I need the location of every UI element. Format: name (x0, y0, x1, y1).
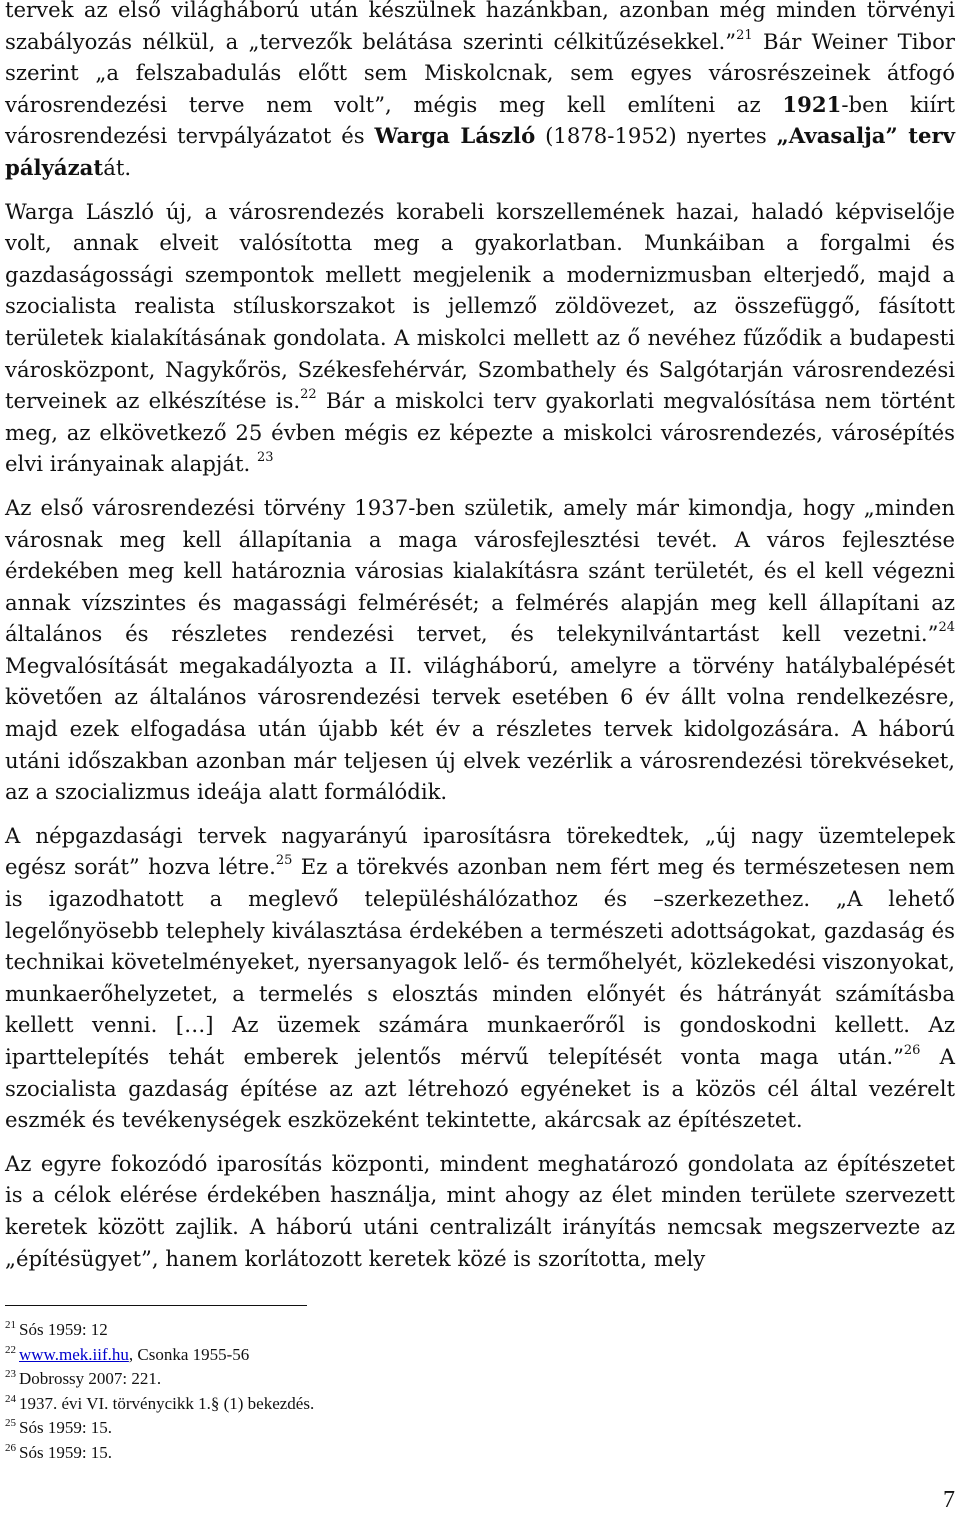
text-run: tervek az első világháború után készülnek hazánkban, azonban még minden törvényi szabályozás nélkül, a „tervezők belátása szerinti célkitűzésekkel.” (5, 0, 955, 54)
footnote-text: Dobrossy 2007: 221. (19, 1369, 162, 1388)
footnote-ref-26[interactable]: 26 (903, 1043, 921, 1058)
footnote-22 (5, 1343, 605, 1368)
footnote-21 (5, 1318, 605, 1343)
paragraph-1 (5, 0, 955, 184)
footnote-text: Sós 1959: 12 (19, 1320, 108, 1339)
paragraph-4 (5, 820, 955, 1136)
text-run: (1878-1952) nyertes (535, 123, 777, 149)
text-run: Ez a törekvés azonban nem fért meg és természetesen nem is igazodhatott a meglevő településhálózathoz és –szerkezethez. „A lehető legelőnyösebb telephely kiválasztása érdekében a természeti adottságokat, gazdaság és technikai követelményeket, nyersanyagok lelő- és termőhelyét, közlekedési viszonyokat, munkaerőhelyzetet, a termelés s elosztás minden előnyét és hátrányát számításba kellett venni. […] Az üzemek számára munkaerőről is gondoskodni kellett. Az iparttelepítés tehát emberek jelentős mérvű telepítését vonta maga után.” (5, 854, 956, 1069)
text-run: Bár Weiner Tibor szerint „a felszabadulás előtt sem Miskolcnak, sem egyes városrészeinek átfogó városrendezési terve nem volt”, mégis meg kell említeni az (5, 28, 955, 117)
text-run: Az első városrendezési törvény 1937-ben születik, amely már kimondja, hogy „minden városnak meg kell állapítania a maga városfejlesztési tevét. A város fejlesztése érdekében meg kell határoznia városias kialakításra szánt területét, és el kell végezni annak vízszintes és magassági felmérését; a felmérés alapján meg kell állapítani az általános és részletes rendezési tervet, és telekynilvántartást kell vezetni.” (5, 494, 955, 647)
text-run: át. (103, 154, 132, 180)
text-run: Bár a miskolci terv gyakorlati megvalósítása nem történt meg, az elkövetkező 25 évben mégis ez képezte a miskolci városrendezés, városépítés elvi irányainak alapját. (5, 388, 955, 477)
text-run: Megvalósítását megakadályozta a II. világháború, amelyre a törvény hatálybalépését követően az általános városrendezési tervek esetében 6 év állt volna rendelkezésre, majd ezek elfogadása után újabb két év a részletes tervek kidolgozására. A háború utáni időszakban azonban már teljesen új elvek vezérlik a városrendezési törekvéseket, az a szocializmus ideája alatt formálódik. (5, 652, 955, 805)
footnote-ref-22[interactable]: 22 (300, 387, 317, 403)
bold-plan-title: „Avasalja” terv pályázat (5, 123, 955, 180)
footnote-23 (5, 1367, 605, 1392)
text-run: A népgazdasági tervek nagyarányú iparosításra törekedtek, „új nagy üzemtelepek egész sorát” hozva létre. (5, 822, 955, 880)
footnotes (5, 1318, 605, 1465)
footnote-text: Sós 1959: 15. (19, 1442, 113, 1462)
text-run: A szocialista gazdaság építése az azt létrehozó egyéneket is a közös cél által vezérelt eszmék és tevékenységek eszközeként tekintette, akárcsak az építészetet. (5, 1044, 955, 1133)
text-run: Warga László új, a városrendezés korabeli korszellemének hazai, haladó képviselője volt, annak elveit valósította meg a gyakorlatban. Munkáiban a forgalmi és gazdaságossági szempontok mellett megjelenik a modernizmusban elterjedő, majd a szocialista realista stíluskorszakot is jellemző zöldövezet, az összefüggő, fásított területek kialakításának gondolata. A miskolci mellett az ő nevéhez fűződik a budapesti városközpont, Nagykőrös, Székesfehérvár, Szombathely és Salgótarján városrendezési terveinek az elkészítése is. (5, 198, 955, 414)
footnote-link[interactable]: www.mek.iif.hu (19, 1344, 129, 1364)
footnote-25 (5, 1416, 605, 1441)
document-body (5, 0, 955, 1286)
footnote-ref-23[interactable]: 23 (257, 450, 274, 466)
footnote-number: 25 (5, 1417, 16, 1430)
text-run: Az egyre fokozódó iparosítás központi, mindent meghatározó gondolata az építészetet is a célok elérése érdekében használja, mint ahogy az élet minden területe szervezett keretek között zajlik. A háború utáni centralizált irányítás nemcsak megszervezte az „építésügyet”, hanem korlátozott keretek közé is szorította, mely (5, 1150, 955, 1271)
bold-name: Warga László (374, 123, 536, 149)
footnote-ref-24[interactable]: 24 (938, 620, 955, 636)
footnote-ref-25[interactable]: 25 (275, 853, 293, 869)
paragraph-2 (5, 196, 955, 480)
footnote-text: , Csonka 1955-56 (128, 1344, 250, 1364)
footnote-text: 1937. évi VI. törvénycikk 1.§ (1) bekezdés. (19, 1393, 315, 1413)
footnote-24 (5, 1392, 605, 1417)
footnote-number: 26 (5, 1441, 16, 1454)
footnote-ref-21[interactable]: 21 (736, 27, 753, 43)
footnote-text: Sós 1959: 15. (19, 1418, 113, 1437)
paragraph-3 (5, 492, 955, 808)
footnote-number: 21 (5, 1319, 16, 1332)
text-run: -ben kiírt városrendezési tervpályázatot és (5, 91, 955, 149)
footnote-number: 24 (5, 1392, 16, 1405)
footnote-number: 23 (5, 1368, 16, 1381)
footnote-number: 22 (5, 1343, 16, 1356)
paragraph-5 (5, 1148, 955, 1274)
page-number: 7 (943, 1487, 955, 1513)
footnote-divider (5, 1305, 307, 1306)
footnote-26 (5, 1441, 605, 1466)
bold-year: 1921 (782, 91, 842, 117)
